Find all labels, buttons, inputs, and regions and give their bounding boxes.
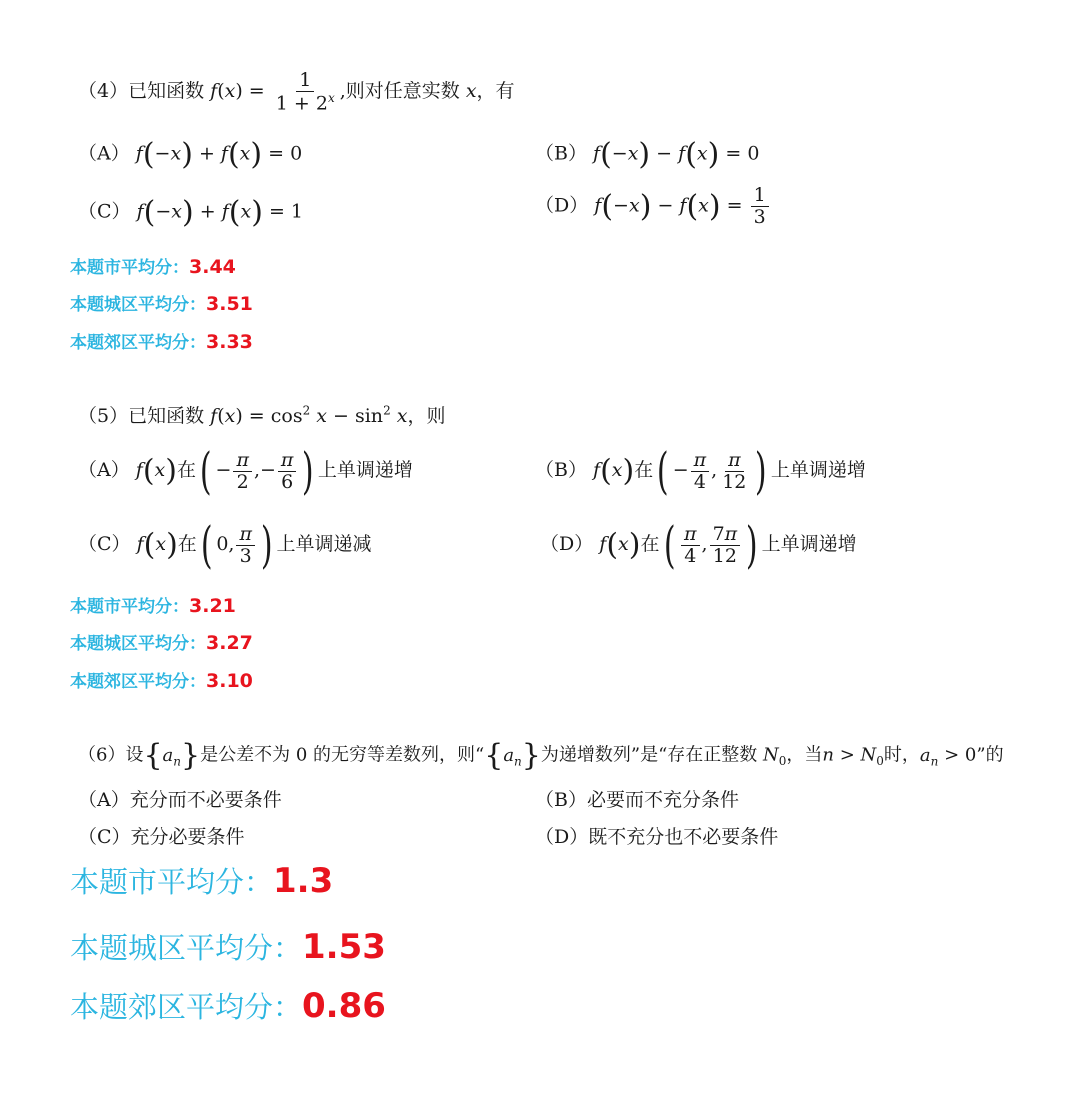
q5-option-b: （B） f(x)在( − $\frac{\pi}{4}$ , $\frac{\pi}{12}$ ) 上单调递增 bbox=[535, 442, 866, 500]
q5-option-a: （A） f(x)在( − $\frac{\pi}{2}$ ,− $\frac{\pi}{6}$ ) 上单调递增 bbox=[78, 442, 413, 500]
q6-score-suburb: 本题郊区平均分：0.86 bbox=[70, 986, 386, 1026]
q6-score-urban: 本题城区平均分：1.53 bbox=[70, 927, 386, 967]
q5-option-d: （D） f(x)在( $\frac{\pi}{4}$ , $\frac{7\pi}{12}$ ) 上单调递增 bbox=[540, 516, 857, 574]
q6-option-b: （B）必要而不充分条件 bbox=[535, 789, 739, 811]
q4-option-a: （A） f(−x) + f(x) = 0 bbox=[78, 137, 303, 172]
q6-option-a: （A）充分而不必要条件 bbox=[78, 789, 282, 811]
q4-score-urban: 本题城区平均分：3.51 bbox=[70, 293, 253, 315]
q4-score-suburb: 本题郊区平均分：3.33 bbox=[70, 331, 253, 353]
q4-option-c: （C） f(−x) + f(x) = 1 bbox=[78, 195, 304, 230]
q5-score-urban: 本题城区平均分：3.27 bbox=[70, 632, 253, 654]
q5-score-city: 本题市平均分：3.21 bbox=[70, 595, 236, 617]
q5-score-suburb: 本题郊区平均分：3.10 bbox=[70, 670, 253, 692]
q6-stem: （6）设$\{a_n\}$是公差不为 0 的无穷等差数列，则“$\{a_n\}$为递增数列”是“存在正整数 $N_0$，当$n > N_0$时，$a_n > 0$”的 bbox=[78, 738, 1004, 773]
q6-option-d: （D）既不充分也不必要条件 bbox=[535, 826, 779, 848]
q4-option-d: （D） f(−x) − f(x) = $\frac{1}{3}$ bbox=[535, 185, 771, 228]
q5-stem: （5）已知函数 $f(x) = \cos^2 x - \sin^2 x$，则 bbox=[78, 403, 446, 427]
q6-score-city: 本题市平均分：1.3 bbox=[70, 861, 334, 901]
q4-option-b: （B） f(−x) − f(x) = 0 bbox=[535, 137, 760, 172]
q4-score-city: 本题市平均分：3.44 bbox=[70, 256, 236, 278]
q5-option-c: （C） f(x)在( 0, $\frac{\pi}{3}$ ) 上单调递减 bbox=[78, 516, 372, 574]
q6-option-c: （C）充分必要条件 bbox=[78, 826, 245, 848]
q4-stem: （4）已知函数 f(x) = $\frac{1}{1 + 2^x}$ ,则对任意实数 x，有 bbox=[78, 69, 515, 115]
